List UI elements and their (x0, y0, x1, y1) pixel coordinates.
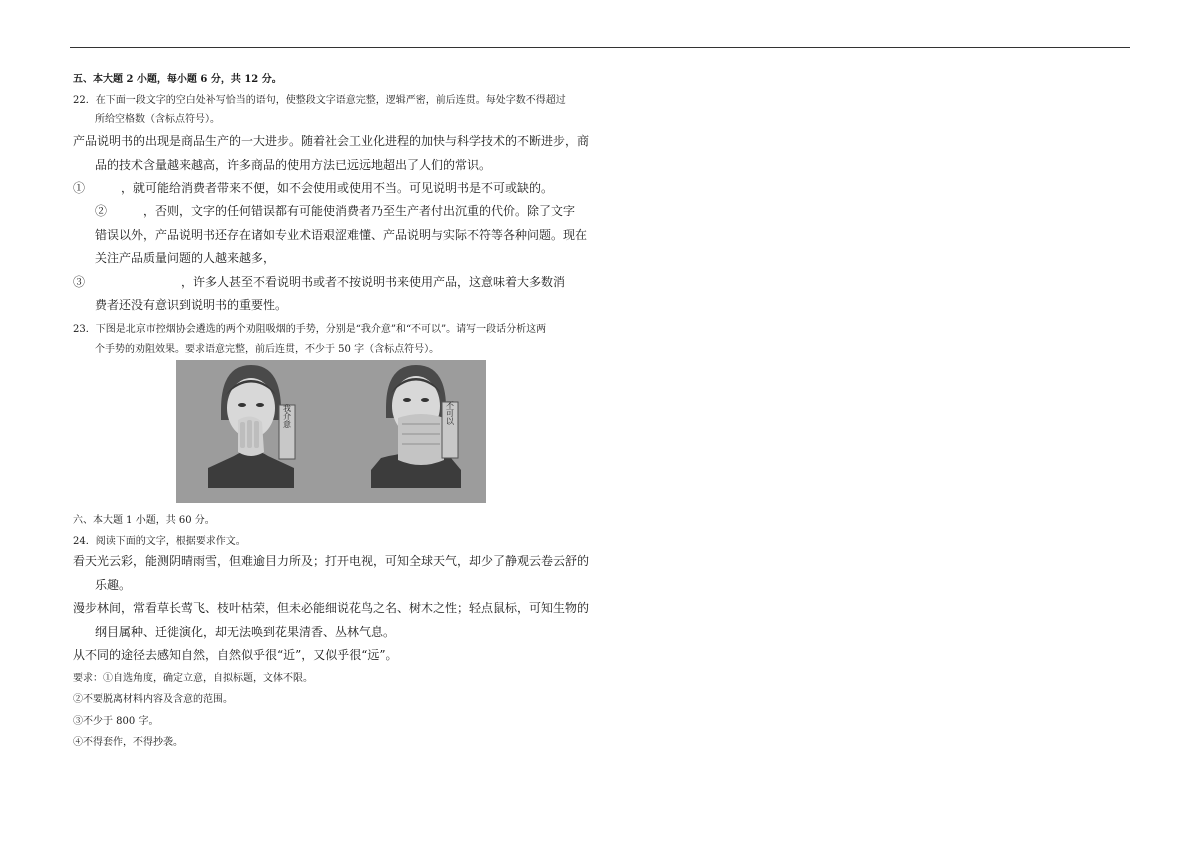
q24-material-line: 看天光云彩，能测阴晴雨雪，但难逾目力所及；打开电视，可知全球天气，却少了静观云卷云舒的 (73, 554, 590, 568)
q24-requirement: 要求：①自选角度，确定立意，自拟标题，文体不限。 (73, 673, 313, 684)
q22-prompt-cont: 所给空格数（含标点符号）。 (95, 114, 220, 125)
q23-prompt: 23．下图是北京市控烟协会遴选的两个劝阻吸烟的手势，分别是“我介意”和“不可以”。请写一段话分析这两 (73, 324, 547, 335)
sign-label-right: 不可以 (445, 401, 455, 425)
hand-gesture-figure (176, 360, 486, 503)
q22-passage-line: 错误以外，产品说明书还存在诸如专业术语艰涩难懂、产品说明与实际不符等各种问题。现在 (95, 228, 588, 242)
q22-blank1-line: ① ，就可能给消费者带来不便，如不会使用或使用不当。可见说明书是不可或缺的。 (73, 181, 554, 195)
q24-prompt: 24．阅读下面的文字，根据要求作文。 (73, 536, 246, 547)
q22-passage-line: 品的技术含量越来越高，许多商品的使用方法已远远地超出了人们的常识。 (95, 158, 492, 172)
q24-requirement: ③不少于 800 字。 (73, 716, 159, 727)
top-rule (70, 47, 1130, 48)
q22-passage-line: 费者还没有意识到说明书的重要性。 (95, 298, 288, 312)
q22-blank3-line: ③ ，许多人甚至不看说明书或者不按说明书来使用产品，这意味着大多数消 (73, 275, 566, 289)
q22-blank2-line: ② ，否则，文字的任何错误都有可能使消费者乃至生产者付出沉重的代价。除了文字 (95, 204, 576, 218)
q24-material-line: 从不同的途径去感知自然，自然似乎很“近”，又似乎很“远”。 (73, 648, 398, 662)
q24-material-line: 乐趣。 (95, 578, 132, 592)
q22-passage-line: 关注产品质量问题的人越来越多， (95, 251, 276, 265)
section5-heading: 五、本大题 2 小题，每小题 6 分，共 12 分。 (73, 74, 282, 85)
q23-prompt-cont: 个手势的劝阻效果。要求语意完整，前后连贯，不少于 50 字（含标点符号）。 (95, 344, 440, 355)
q22-prompt: 22．在下面一段文字的空白处补写恰当的语句，使整段文字语意完整，逻辑严密，前后连贯。每处字数不得超过 (73, 95, 566, 106)
q22-passage-line: 产品说明书的出现是商品生产的一大进步。随着社会工业化进程的加快与科学技术的不断进步，商 (73, 134, 590, 148)
q24-requirement: ②不要脱离材料内容及含意的范围。 (73, 694, 233, 705)
q24-material-line: 纲目属种、迁徙演化，却无法唤到花果清香、丛林气息。 (95, 625, 396, 639)
q24-requirement: ④不得套作，不得抄袭。 (73, 737, 183, 748)
section6-heading: 六、本大题 1 小题，共 60 分。 (73, 515, 215, 526)
sign-label-left: 我介意 (282, 404, 292, 428)
q24-material-line: 漫步林间，常看草长莺飞、枝叶枯荣，但未必能细说花鸟之名、树木之性；轻点鼠标，可知生物的 (73, 601, 590, 615)
